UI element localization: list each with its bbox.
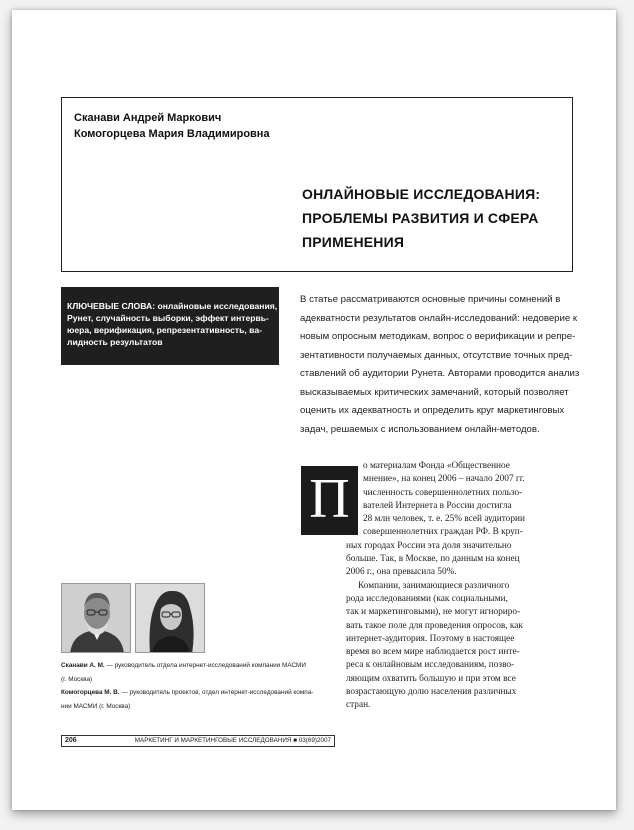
body-line: 2006 г., она превысила 50%. [346, 567, 457, 578]
body-line: о материалам Фонда «Общественное [363, 461, 510, 471]
body-line: мнение», на конец 2006 – начало 2007 гг. [363, 474, 525, 485]
title-line: ПРОБЛЕМЫ РАЗВИТИЯ И СФЕРА [302, 210, 539, 226]
journal-page [12, 10, 616, 810]
author-name: Комогорцева Мария Владимировна [74, 128, 270, 140]
abstract-line: адекватности результатов онлайн-исследований: недоверие к [300, 312, 578, 324]
caption-text: — руководитель проектов, отдел интернет-исследований компа- [119, 689, 314, 696]
title-line: ОНЛАЙНОВЫЕ ИССЛЕДОВАНИЯ: [302, 186, 541, 202]
body-line: стран. [346, 700, 371, 711]
caption-name: Сканави А. М. [61, 662, 105, 669]
page-footer [61, 735, 335, 747]
abstract-line: зентативности получаемых данных, отсутствие точных пред- [300, 349, 573, 361]
body-line: ляющим охватить большую и при этом все [346, 673, 516, 684]
keywords-line: лидность результатов [67, 337, 163, 347]
author-photo-skanavi [61, 583, 131, 653]
page-number: 206 [65, 737, 77, 744]
abstract-line: В статье рассматриваются основные причины сомнений в [300, 294, 561, 305]
abstract-line: задач, решаемых с использованием онлайн-методов. [300, 423, 540, 435]
keywords-box [61, 287, 279, 365]
caption-line [61, 659, 351, 673]
caption-text: — руководитель отдела интернет-исследований компании МАСМИ [104, 662, 306, 669]
caption-line [61, 686, 351, 700]
author-name: Сканави Андрей Маркович [74, 112, 222, 124]
body-line: реса к онлайновым исследованиям, позво- [346, 660, 515, 671]
title-line: ПРИМЕНЕНИЯ [302, 234, 405, 250]
caption-line [61, 673, 351, 687]
authors [74, 110, 270, 142]
body-line: вателей Интернета в России достигла [363, 500, 512, 511]
author-photo-komogortseva [135, 583, 205, 653]
photo-caption [61, 659, 351, 713]
caption-name: Комогорцева М. В. [61, 689, 120, 696]
body-line: время во всем мире наблюдается рост инте- [346, 647, 520, 658]
keywords-line: Рунет, случайность выборки, эффект интервь- [67, 313, 269, 323]
abstract-line: ставлений об аудитории Рунета. Авторами проводится анализ [300, 368, 580, 379]
abstract-line: высказываемых критических замечаний, который позволяет [300, 386, 569, 398]
journal-name: МАРКЕТИНГ И МАРКЕТИНГОВЫЕ ИССЛЕДОВАНИЯ ■ 03(69)2007 [134, 737, 331, 744]
caption-text: (г. Москва) [61, 675, 93, 683]
article-title [302, 182, 562, 254]
abstract-line: новым опросным методикам, вопрос о верификации и репре- [300, 331, 576, 342]
keywords-line: КЛЮЧЕВЫЕ СЛОВА: онлайновые исследования, [67, 301, 278, 311]
body-line: Компании, занимающиеся различного [358, 580, 510, 591]
body-line: совершеннолетних граждан РФ. В круп- [363, 527, 523, 538]
drop-cap: П [301, 466, 358, 535]
abstract-line: оценить их адекватность и определить круг маркетинговых [300, 405, 565, 416]
body-line: 28 млн человек, т. е. 25% всей аудитории [363, 514, 525, 525]
article-header-box [61, 97, 573, 272]
body-line: ных городах России эта доля значительно [346, 540, 512, 551]
body-line: численность совершеннолетних пользо- [363, 487, 523, 498]
body-line: вать такое поле для проведения опросов, как [346, 620, 523, 631]
body-line: так и маркетинговыми), не могут игнориро- [346, 607, 521, 618]
keywords-line: юера, верификация, репрезентативность, ва- [67, 325, 262, 335]
caption-line [61, 700, 351, 714]
body-line: больше. Так, в Москве, по данным на конец [346, 554, 520, 565]
body-line: интернет-аудитория. Поэтому в настоящее [346, 633, 515, 644]
abstract [300, 291, 580, 439]
body-line: рода исследованиями (как социальными, [346, 593, 508, 604]
caption-text: нии МАСМИ (г. Москва) [61, 702, 131, 710]
body-line: возрастающую долю населения различных [346, 687, 517, 698]
